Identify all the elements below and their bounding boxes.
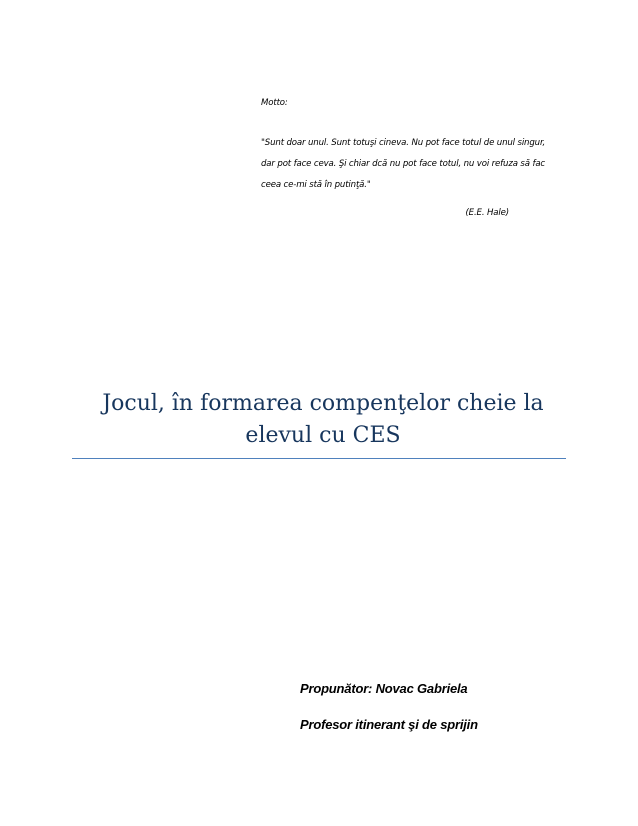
document-title-line: elevul cu CES [245, 423, 401, 448]
document-title [80, 388, 566, 452]
author-role: Profesor itinerant şi de sprijin [300, 717, 478, 732]
motto-quote-line: ceea ce-mi stă în putinţă." [261, 180, 371, 190]
document-title-line: Jocul, în formarea compenţelor cheie la [102, 391, 544, 416]
motto-quote-line: dar pot face ceva. Şi chiar dcă nu pot face totul, nu voi refuza să fac [261, 159, 546, 169]
motto-quote-line: "Sunt doar unul. Sunt totuşi cineva. Nu pot face totul de unul singur, [261, 138, 546, 148]
proposer-name: Propunător: Novac Gabriela [300, 681, 468, 696]
title-underline-divider [72, 458, 566, 459]
motto-author: (E.E. Hale) [465, 208, 509, 218]
motto-label: Motto: [261, 98, 288, 108]
